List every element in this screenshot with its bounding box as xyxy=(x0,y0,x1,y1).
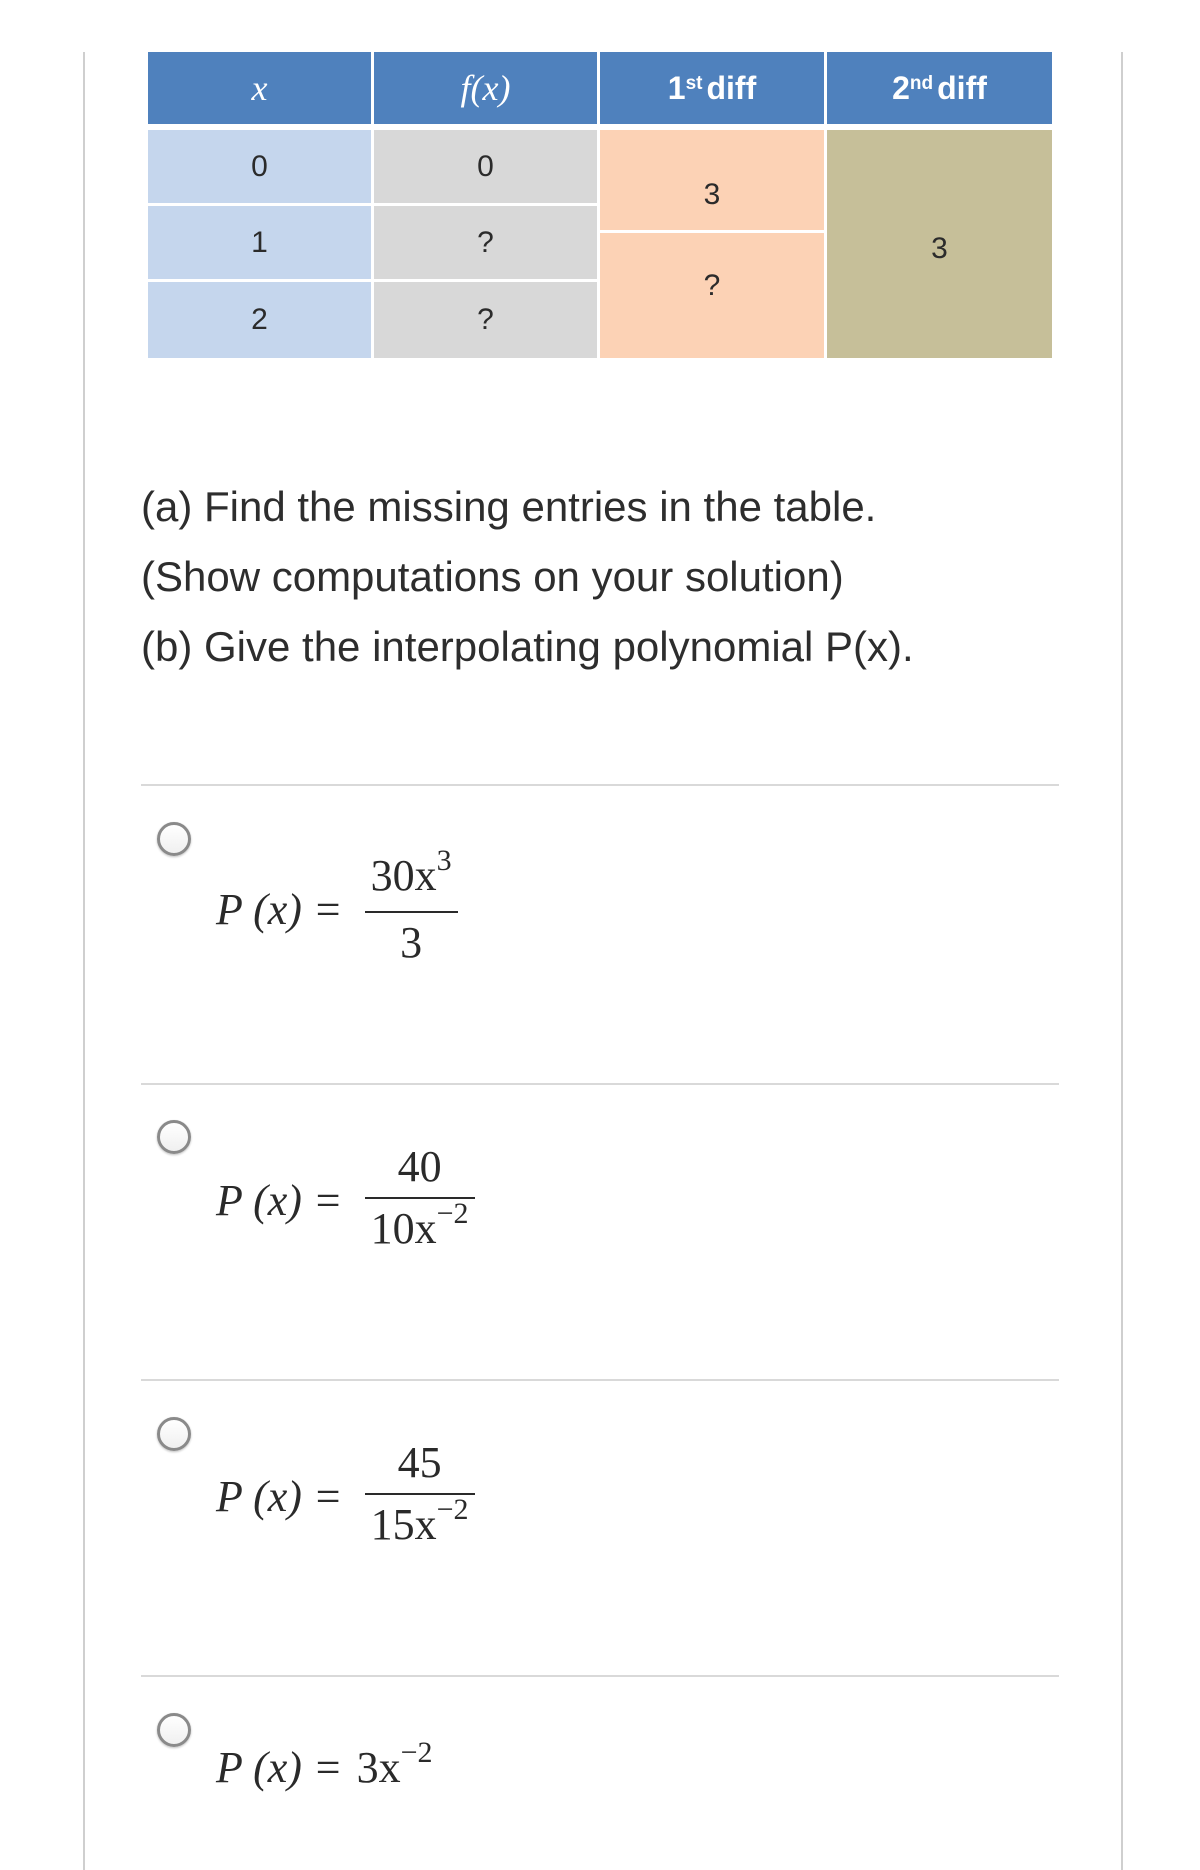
header-fx: f(x) xyxy=(374,52,597,124)
first-diff-cell: ? xyxy=(600,233,824,358)
formula-lhs: P (x) = xyxy=(216,1743,343,1792)
right-border xyxy=(1121,52,1123,1870)
x-cell: 1 xyxy=(148,206,371,279)
header-first-diff: 1 $^{st}$ diff xyxy=(600,52,824,124)
x-cell: 0 xyxy=(148,130,371,203)
question-text xyxy=(141,472,914,682)
second-diff-cell: 3 xyxy=(827,130,1052,358)
fraction-numerator: $30x^3$ xyxy=(370,844,452,900)
formula-lhs: P (x) = xyxy=(216,885,343,934)
option-3-formula xyxy=(216,1433,475,1560)
option-4-radio[interactable] xyxy=(157,1713,191,1747)
question-part-b: (b) Give the interpolating polynomial P(x). xyxy=(141,623,914,670)
fraction-numerator: 45 xyxy=(397,1438,442,1487)
header-second-diff: 2 $^{nd}$ diff xyxy=(827,52,1052,124)
formula-lhs: P (x) = xyxy=(216,1176,343,1225)
option-divider xyxy=(141,784,1059,786)
header-x: x xyxy=(148,52,371,124)
x-cell: 2 xyxy=(148,282,371,358)
fraction-denominator: $10x^{-2}$ xyxy=(370,1197,469,1253)
fx-cell: 0 xyxy=(374,130,597,203)
fraction xyxy=(365,1433,475,1560)
option-3-radio[interactable] xyxy=(157,1417,191,1451)
question-part-a-note: (Show computations on your solution) xyxy=(141,553,844,600)
first-diff-cell: 3 xyxy=(600,130,824,230)
question-part-a: (a) Find the missing entries in the table. xyxy=(141,483,877,530)
fx-cell: ? xyxy=(374,282,597,358)
fx-cell: ? xyxy=(374,206,597,279)
fraction xyxy=(365,846,458,973)
fraction-denominator: $15x^{-2}$ xyxy=(370,1493,469,1549)
option-divider xyxy=(141,1083,1059,1085)
formula-expression: $3x^{-2}$ xyxy=(356,1736,433,1792)
option-2-formula xyxy=(216,1137,475,1264)
formula-lhs: P (x) = xyxy=(216,1472,343,1521)
fraction-numerator: 40 xyxy=(397,1142,442,1191)
fraction-denominator: 3 xyxy=(400,918,423,967)
option-divider xyxy=(141,1379,1059,1381)
left-border xyxy=(83,52,85,1870)
option-divider xyxy=(141,1675,1059,1677)
option-1-formula xyxy=(216,846,458,973)
option-4-formula xyxy=(216,1736,433,1793)
fraction xyxy=(365,1137,475,1264)
difference-table xyxy=(148,52,1052,358)
option-2-radio[interactable] xyxy=(157,1120,191,1154)
option-1-radio[interactable] xyxy=(157,822,191,856)
